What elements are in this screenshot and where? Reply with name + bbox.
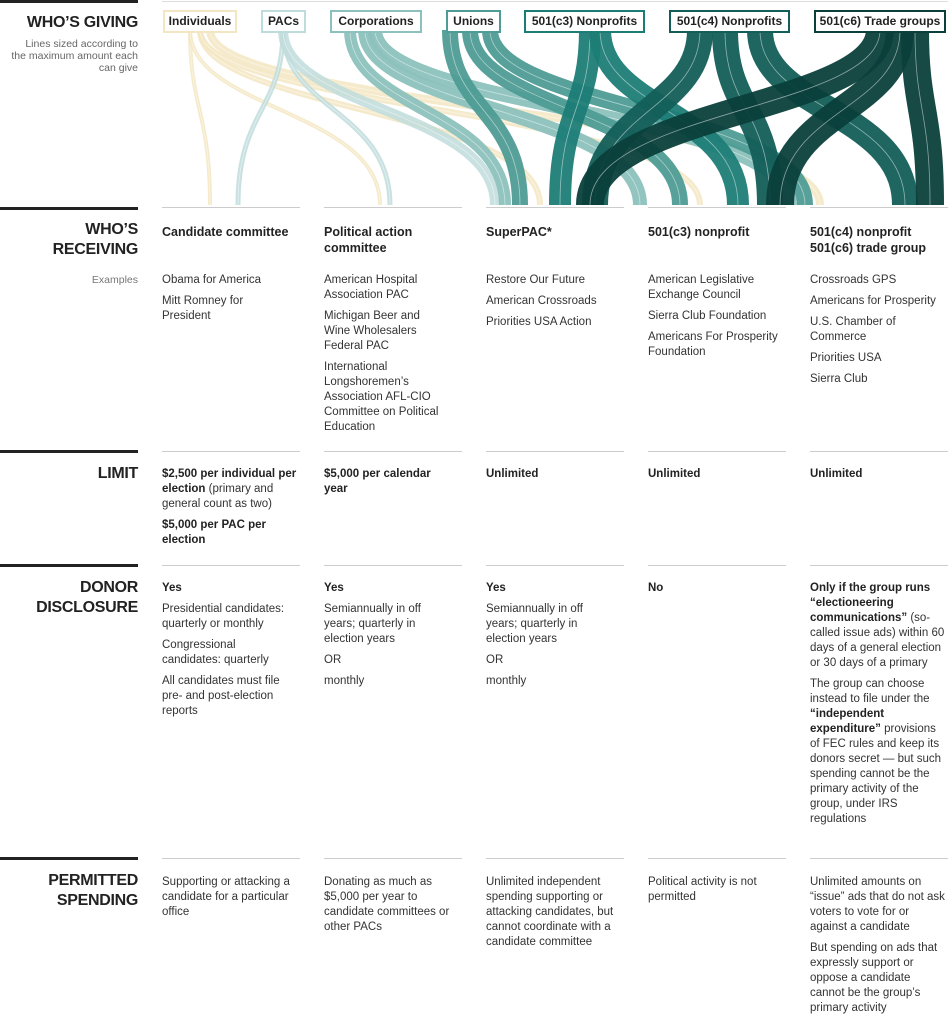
limit-bold: $2,500 per individual per election [162,468,297,495]
limit-text: (primary and general count as two) [162,483,274,510]
col-rule [162,451,300,452]
examples-col-1 [324,273,444,441]
disclosure-item: Congressional candidates: quarterly [162,639,269,666]
spending-col-4 [810,875,948,1022]
disclosure-col-3 [648,581,783,602]
disclosure-head: No [648,582,664,594]
limit-bold: $5,000 per PAC per election [162,519,266,546]
disclosure-head: Yes [486,582,506,594]
disclosure-item: OR [324,654,342,666]
example-item: Sierra Club [810,373,868,385]
col-rule [324,565,462,566]
limit-item [162,518,302,548]
limit-col-3 [648,467,783,488]
limit-col-2 [486,467,621,488]
spending-col-2 [486,875,624,956]
limit-col-0 [162,467,302,554]
col-rule [162,207,300,208]
col-rule [324,858,462,859]
limit-col-4 [810,467,945,488]
spending-col-3 [648,875,773,911]
limit-title: LIMIT [97,465,138,482]
receiver-name: Political action committee [324,225,413,255]
giver-501c3 [524,10,645,33]
spending-item: Unlimited independent spending supporting or attacking candidates, but cannot coordinate with a candidate committee [486,876,614,948]
example-item: American Legislative Exchange Council [648,274,755,301]
giver-label: 501(c3) Nonprofits [531,14,638,28]
examples-label: Examples [91,274,138,286]
receiver-name: SuperPAC* [486,225,552,239]
giver-pacs [261,10,306,33]
giving-title: WHO’S GIVING [26,14,138,31]
col-rule [162,858,300,859]
giver-label: PACs [267,14,300,28]
disclosure-item: monthly [486,675,527,687]
disclosure-head: Yes [162,582,182,594]
example-item: American Crossroads [486,295,597,307]
limit-col-1 [324,467,449,503]
col-rule [162,565,300,566]
col-rule [810,565,948,566]
spending-item: Political activity is not permitted [648,876,757,903]
example-item: Sierra Club Foundation [648,310,767,322]
col-rule [810,858,948,859]
giver-individuals [163,10,237,33]
disclosure-p2-pre: The group can choose instead to file under the [810,678,930,705]
limit-rule [0,450,138,453]
example-item: U.S. Chamber of Commerce [810,316,896,343]
giver-label: 501(c6) Trade groups [819,14,941,28]
disclosure-col-2 [486,581,596,695]
col-rule [486,207,624,208]
col-rule [324,207,462,208]
disclosure-rule [0,564,138,567]
col-rule [648,207,786,208]
limit-item [162,467,302,512]
spending-item: Supporting or attacking a candidate for a particular office [162,876,290,918]
limit-item: Unlimited [810,468,863,480]
receiver-name: 501(c3) nonprofit [648,225,750,239]
col-rule [810,451,948,452]
disclosure-p2-bold: “independent expenditure” [810,708,885,735]
disclosure-head: Only if the group runs “electioneering communications” [810,582,931,624]
giver-corporations [330,10,422,33]
giver-501c6 [814,10,946,33]
col-rule [486,565,624,566]
col-rule [810,207,948,208]
disclosure-title: DONOR DISCLOSURE [36,579,138,616]
examples-col-4 [810,273,948,393]
receiving-title: WHO’S RECEIVING [52,221,138,258]
example-item: Americans for Prosperity [810,295,936,307]
example-item: Michigan Beer and Wine Wholesalers Federal PAC [324,310,420,352]
examples-col-2 [486,273,621,336]
spending-col-0 [162,875,297,926]
col-rule [648,451,786,452]
giver-unions [446,10,501,33]
disclosure-item: Semiannually in off years; quarterly in election years [324,603,421,645]
example-item: Mitt Romney for President [162,295,244,322]
examples-col-3 [648,273,783,366]
col-rule [648,565,786,566]
giver-label: 501(c4) Nonprofits [676,14,783,28]
spending-item: Unlimited amounts on “issue” ads that do not ask voters to vote for or against a candidate [810,876,945,933]
giving-note: Lines sized according to the maximum amount each can give [11,38,138,74]
col-rule [324,451,462,452]
receiver-name: Candidate committee [162,225,289,239]
col-rule [648,858,786,859]
spending-item: Donating as much as $5,000 per year to candidate committees or other PACs [324,876,450,933]
spending-title: PERMITTED SPENDING [48,872,138,909]
examples-col-0 [162,273,292,330]
disclosure-col-4 [810,581,948,833]
col-rule [486,451,624,452]
spending-rule [0,857,138,860]
disclosure-item: monthly [324,675,365,687]
example-item: Americans For Prosperity Foundation [648,331,778,358]
giver-501c4 [669,10,790,33]
receiver-name: 501(c4) nonprofit 501(c6) trade group [810,225,927,255]
example-item: Crossroads GPS [810,274,897,286]
limit-item: $5,000 per calendar year [324,468,431,495]
flow-line [915,30,930,205]
disclosure-item [810,581,948,671]
disclosure-head-rest: (so-called issue ads) within 60 days of a general election or 30 days of a primary [810,612,945,669]
receiving-rule [0,207,138,210]
spending-item: But spending on ads that expressly support or oppose a candidate cannot be the group’s primary activity [810,942,938,1014]
disclosure-col-0 [162,581,297,725]
spending-col-1 [324,875,462,941]
giver-label: Corporations [338,14,414,28]
example-item: American Hospital Association PAC [324,274,418,301]
limit-item: Unlimited [486,468,539,480]
example-item: Priorities USA Action [486,316,592,328]
example-item: Restore Our Future [486,274,586,286]
disclosure-item: OR [486,654,504,666]
flow-line [780,30,900,205]
giver-label: Unions [453,14,494,28]
disclosure-p2-post: provisions of FEC rules and keep its donors secret — but such spending cannot be the primary activity of the group, under IRS regulations [810,723,942,825]
disclosure-item: Presidential candidates: quarterly or monthly [162,603,285,630]
example-item: Obama for America [162,274,262,286]
example-item: Priorities USA [810,352,882,364]
disclosure-item: All candidates must file pre- and post-election reports [162,675,280,717]
col-rule [486,858,624,859]
disclosure-item [810,677,948,827]
disclosure-head: Yes [324,582,344,594]
disclosure-item: Semiannually in off years; quarterly in election years [486,603,583,645]
disclosure-col-1 [324,581,434,695]
giver-label: Individuals [168,14,232,28]
example-item: International Longshoremen’s Association AFL-CIO Committee on Political Education [324,361,439,433]
limit-item: Unlimited [648,468,701,480]
